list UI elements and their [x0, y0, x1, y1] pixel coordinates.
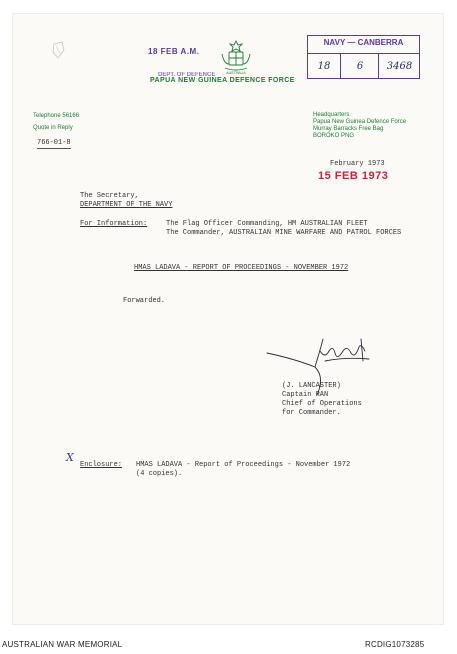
- received-stamp-subtext: DEPT. OF DEFENCE: [158, 72, 216, 78]
- date-received-stamp: 15 FEB 1973: [318, 170, 389, 182]
- registry-month: 6: [340, 54, 379, 79]
- coat-of-arms-icon: [218, 38, 254, 76]
- letter-date: February 1973: [330, 160, 385, 168]
- navy-registry-row: [308, 53, 419, 79]
- pin-mark-icon: [50, 40, 68, 62]
- crest-word: AUSTRALIA: [226, 71, 246, 75]
- subject-line: HMAS LADAVA - REPORT OF PROCEEDINGS - NOVEMBER 1972: [134, 264, 349, 272]
- document-page: [13, 14, 443, 624]
- hq-line: Murray Barracks Free Bag: [313, 126, 384, 132]
- received-date-stamp: 18 FEB A.M.: [148, 47, 200, 56]
- info-recipient-1: The Flag Officer Commanding, HM AUSTRALIAN FLEET: [166, 220, 368, 228]
- body-text: Forwarded.: [123, 297, 166, 305]
- organization-name: PAPUA NEW GUINEA DEFENCE FORCE: [150, 77, 295, 84]
- signatory-capacity: for Commander.: [282, 409, 341, 417]
- navy-registry-stamp: [307, 35, 420, 79]
- hq-line: BOROKO PNG: [313, 133, 355, 139]
- signatory-name: (J. LANCASTER): [282, 382, 341, 390]
- registry-day: 18: [317, 61, 331, 72]
- navy-office-label: NAVY — CANBERRA: [323, 38, 404, 47]
- info-recipient-2: The Commander, AUSTRALIAN MINE WARFARE AND PATROL FORCES: [166, 229, 402, 237]
- signatory-rank: Captain RAN: [282, 391, 329, 399]
- hq-line: Papua New Guinea Defence Force: [313, 119, 407, 125]
- hq-line: Headquarters: [313, 112, 350, 118]
- margin-pen-mark: X: [66, 451, 74, 464]
- signatory-block: [270, 382, 362, 418]
- telephone-number: Telephone 56166: [33, 113, 80, 119]
- addressee-line-2: DEPARTMENT OF THE NAVY: [80, 201, 173, 209]
- file-reference: 766-01-8: [37, 139, 71, 147]
- enclosure-label: Enclosure:: [80, 461, 123, 469]
- addressee-line-1: The Secretary,: [80, 192, 139, 200]
- enclosure-line-2: (4 copies).: [136, 470, 183, 478]
- headquarters-address: [313, 112, 406, 140]
- enclosure-line-1: HMAS LADAVA - Report of Proceedings - November 1972: [136, 461, 351, 469]
- archive-id: RCDIG1073285: [365, 640, 425, 649]
- for-information-label: For Information:: [80, 220, 148, 228]
- archive-credit: AUSTRALIAN WAR MEMORIAL: [2, 640, 123, 649]
- registry-number: 3468: [378, 54, 420, 79]
- signatory-title: Chief of Operations: [282, 400, 362, 408]
- quote-in-reply-label: Quote in Reply: [33, 125, 73, 131]
